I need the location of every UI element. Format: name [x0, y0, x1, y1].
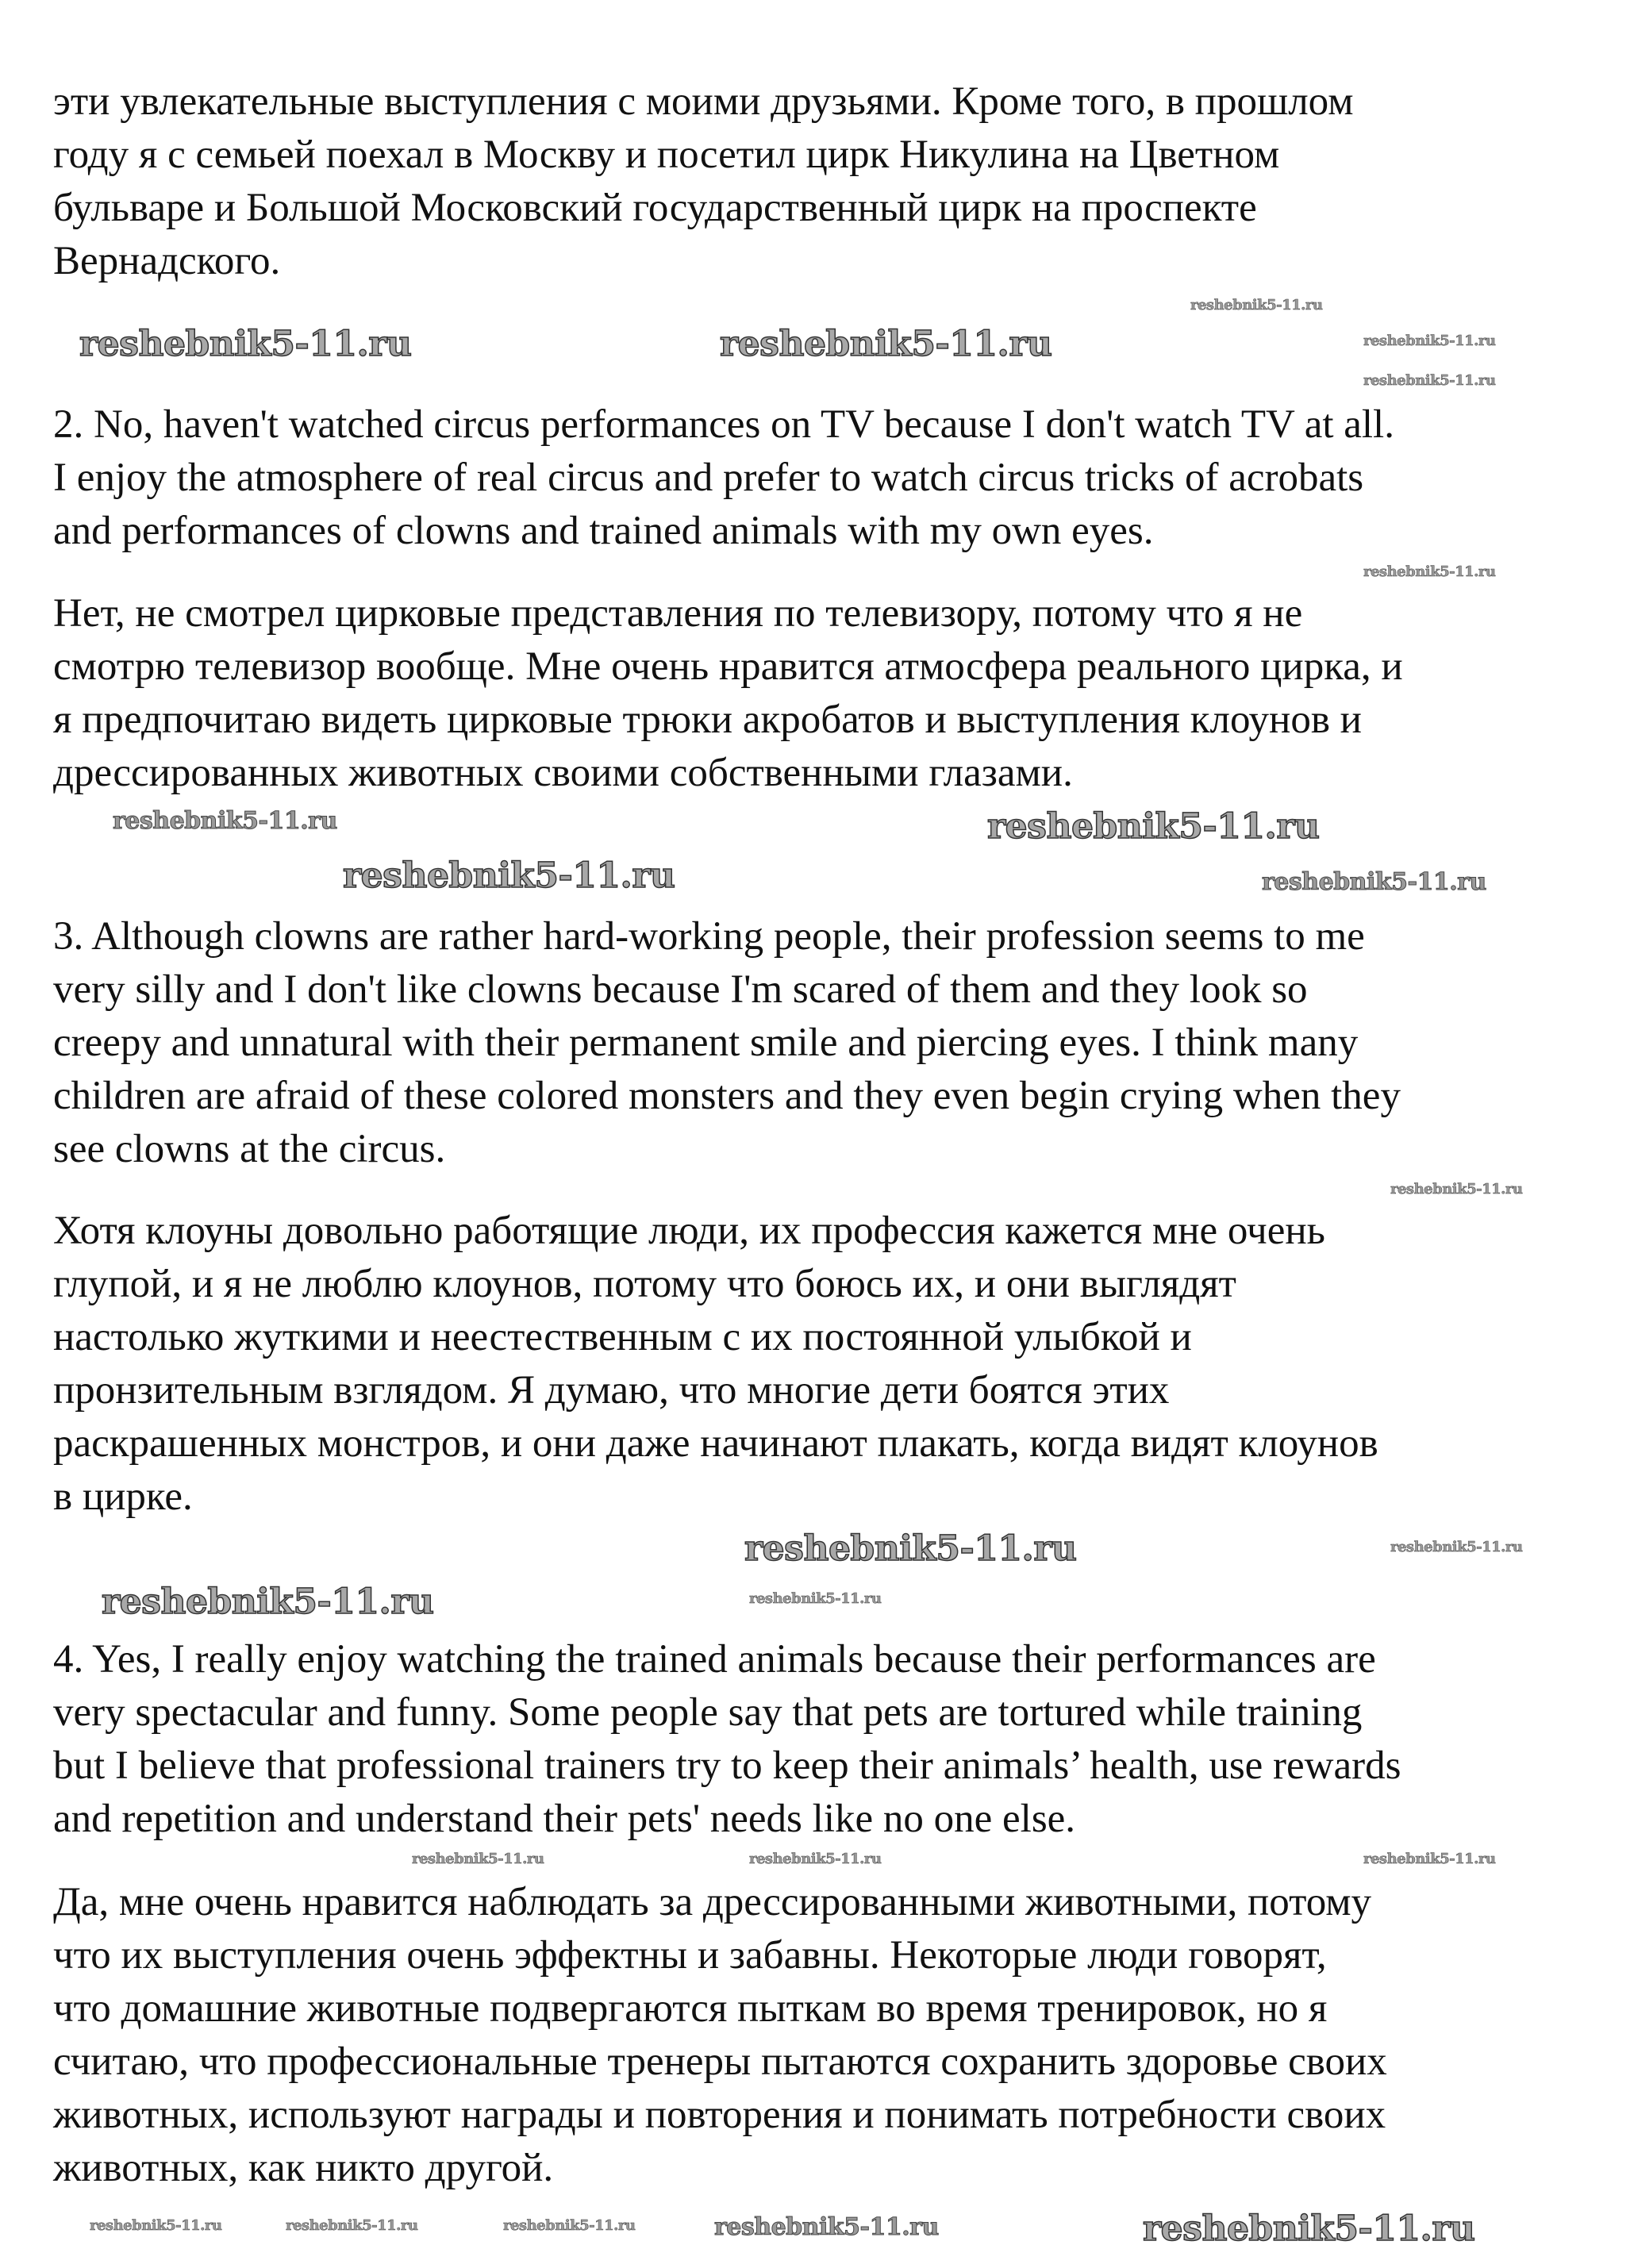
- answer-3-english: [53, 910, 1609, 1176]
- text-line: Да, мне очень нравится наблюдать за дрессированными животными, потому: [53, 1880, 1372, 1924]
- text-line: смотрю телевизор вообще. Мне очень нравится атмосфера реального цирка, и: [53, 644, 1403, 689]
- watermark: reshebnik5-11.ru: [1363, 1851, 1496, 1867]
- watermark: reshebnik5-11.ru: [286, 2217, 418, 2234]
- text-line: children are afraid of these colored monsters and they even begin crying when they: [53, 1074, 1401, 1118]
- watermark: reshebnik5-11.ru: [720, 324, 1052, 364]
- text-line: что домашние животные подвергаются пыткам во время тренировок, но я: [53, 1986, 1328, 2031]
- watermark: reshebnik5-11.ru: [1390, 1181, 1523, 1197]
- watermark: reshebnik5-11.ru: [113, 807, 337, 835]
- text-line: году я с семьей поехал в Москву и посетил цирк Никулина на Цветном: [53, 133, 1280, 177]
- answer-2-english: [53, 398, 1609, 558]
- text-line: Хотя клоуны довольно работящие люди, их профессия кажется мне очень: [53, 1209, 1325, 1253]
- watermark: reshebnik5-11.ru: [744, 1528, 1077, 1569]
- watermark: reshebnik5-11.ru: [714, 2213, 939, 2241]
- text-line: глупой, и я не люблю клоунов, потому что боюсь их, и они выглядят: [53, 1262, 1236, 1306]
- answer-3-russian: [53, 1205, 1609, 1524]
- text-line: что их выступления очень эффектны и забавны. Некоторые люди говорят,: [53, 1933, 1327, 1978]
- text-line: very spectacular and funny. Some people say that pets are tortured while training: [53, 1690, 1363, 1735]
- text-line: считаю, что профессиональные тренеры пытаются сохранить здоровье своих: [53, 2039, 1387, 2084]
- text-line: but I believe that professional trainers try to keep their animals’ health, use rewards: [53, 1743, 1401, 1788]
- text-line: creepy and unnatural with their permanent smile and piercing eyes. I think many: [53, 1021, 1359, 1065]
- watermark: reshebnik5-11.ru: [987, 806, 1320, 847]
- text-line: дрессированных животных своими собственными глазами.: [53, 751, 1073, 795]
- text-line: very silly and I don't like clowns because I'm scared of them and they look so: [53, 967, 1308, 1012]
- text-line: пронзительным взглядом. Я думаю, что многие дети боятся этих: [53, 1368, 1170, 1413]
- watermark: reshebnik5-11.ru: [1363, 333, 1496, 349]
- watermark: reshebnik5-11.ru: [503, 2217, 636, 2234]
- watermark: reshebnik5-11.ru: [1363, 563, 1496, 580]
- text-line: I enjoy the atmosphere of real circus and prefer to watch circus tricks of acrobats: [53, 456, 1364, 500]
- watermark: reshebnik5-11.ru: [90, 2217, 222, 2234]
- text-line: and repetition and understand their pets' needs like no one else.: [53, 1797, 1076, 1841]
- text-line: Вернадского.: [53, 239, 281, 283]
- watermark: reshebnik5-11.ru: [1262, 868, 1486, 896]
- answer-4-russian: [53, 1876, 1609, 2195]
- text-line: бульваре и Большой Московский государственный цирк на проспекте: [53, 186, 1257, 230]
- watermark: reshebnik5-11.ru: [102, 1582, 434, 1622]
- watermark: reshebnik5-11.ru: [79, 324, 412, 364]
- paragraph-1-russian-continued: [53, 75, 1609, 288]
- text-line: в цирке.: [53, 1474, 193, 1519]
- answer-4-english: [53, 1633, 1609, 1846]
- text-line: эти увлекательные выступления с моими друзьями. Кроме того, в прошлом: [53, 79, 1354, 124]
- answer-2-russian: [53, 587, 1609, 800]
- text-line: настолько жуткими и неестественным с их постоянной улыбкой и: [53, 1315, 1192, 1359]
- text-line: животных, как никто другой.: [53, 2146, 554, 2190]
- watermark: reshebnik5-11.ru: [412, 1851, 544, 1867]
- watermark: reshebnik5-11.ru: [749, 1851, 882, 1867]
- watermark: reshebnik5-11.ru: [343, 855, 675, 896]
- text-line: and performances of clowns and trained animals with my own eyes.: [53, 509, 1154, 553]
- text-line: Нет, не смотрел цирковые представления по телевизору, потому что я не: [53, 591, 1303, 636]
- watermark: reshebnik5-11.ru: [1363, 372, 1496, 389]
- text-line: 3. Although clowns are rather hard-working people, their profession seems to me: [53, 914, 1365, 959]
- text-line: раскрашенных монстров, и они даже начинают плакать, когда видят клоунов: [53, 1421, 1378, 1466]
- watermark: reshebnik5-11.ru: [1143, 2208, 1475, 2249]
- watermark: reshebnik5-11.ru: [749, 1590, 882, 1607]
- text-line: 4. Yes, I really enjoy watching the trained animals because their performances are: [53, 1637, 1376, 1682]
- watermark: reshebnik5-11.ru: [1190, 297, 1323, 313]
- text-line: животных, используют награды и повторения и понимать потребности своих: [53, 2093, 1386, 2137]
- watermark: reshebnik5-11.ru: [1390, 1539, 1523, 1555]
- text-line: see clowns at the circus.: [53, 1127, 446, 1171]
- text-line: я предпочитаю видеть цирковые трюки акробатов и выступления клоунов и: [53, 698, 1362, 742]
- text-line: 2. No, haven't watched circus performances on TV because I don't watch TV at all.: [53, 402, 1394, 447]
